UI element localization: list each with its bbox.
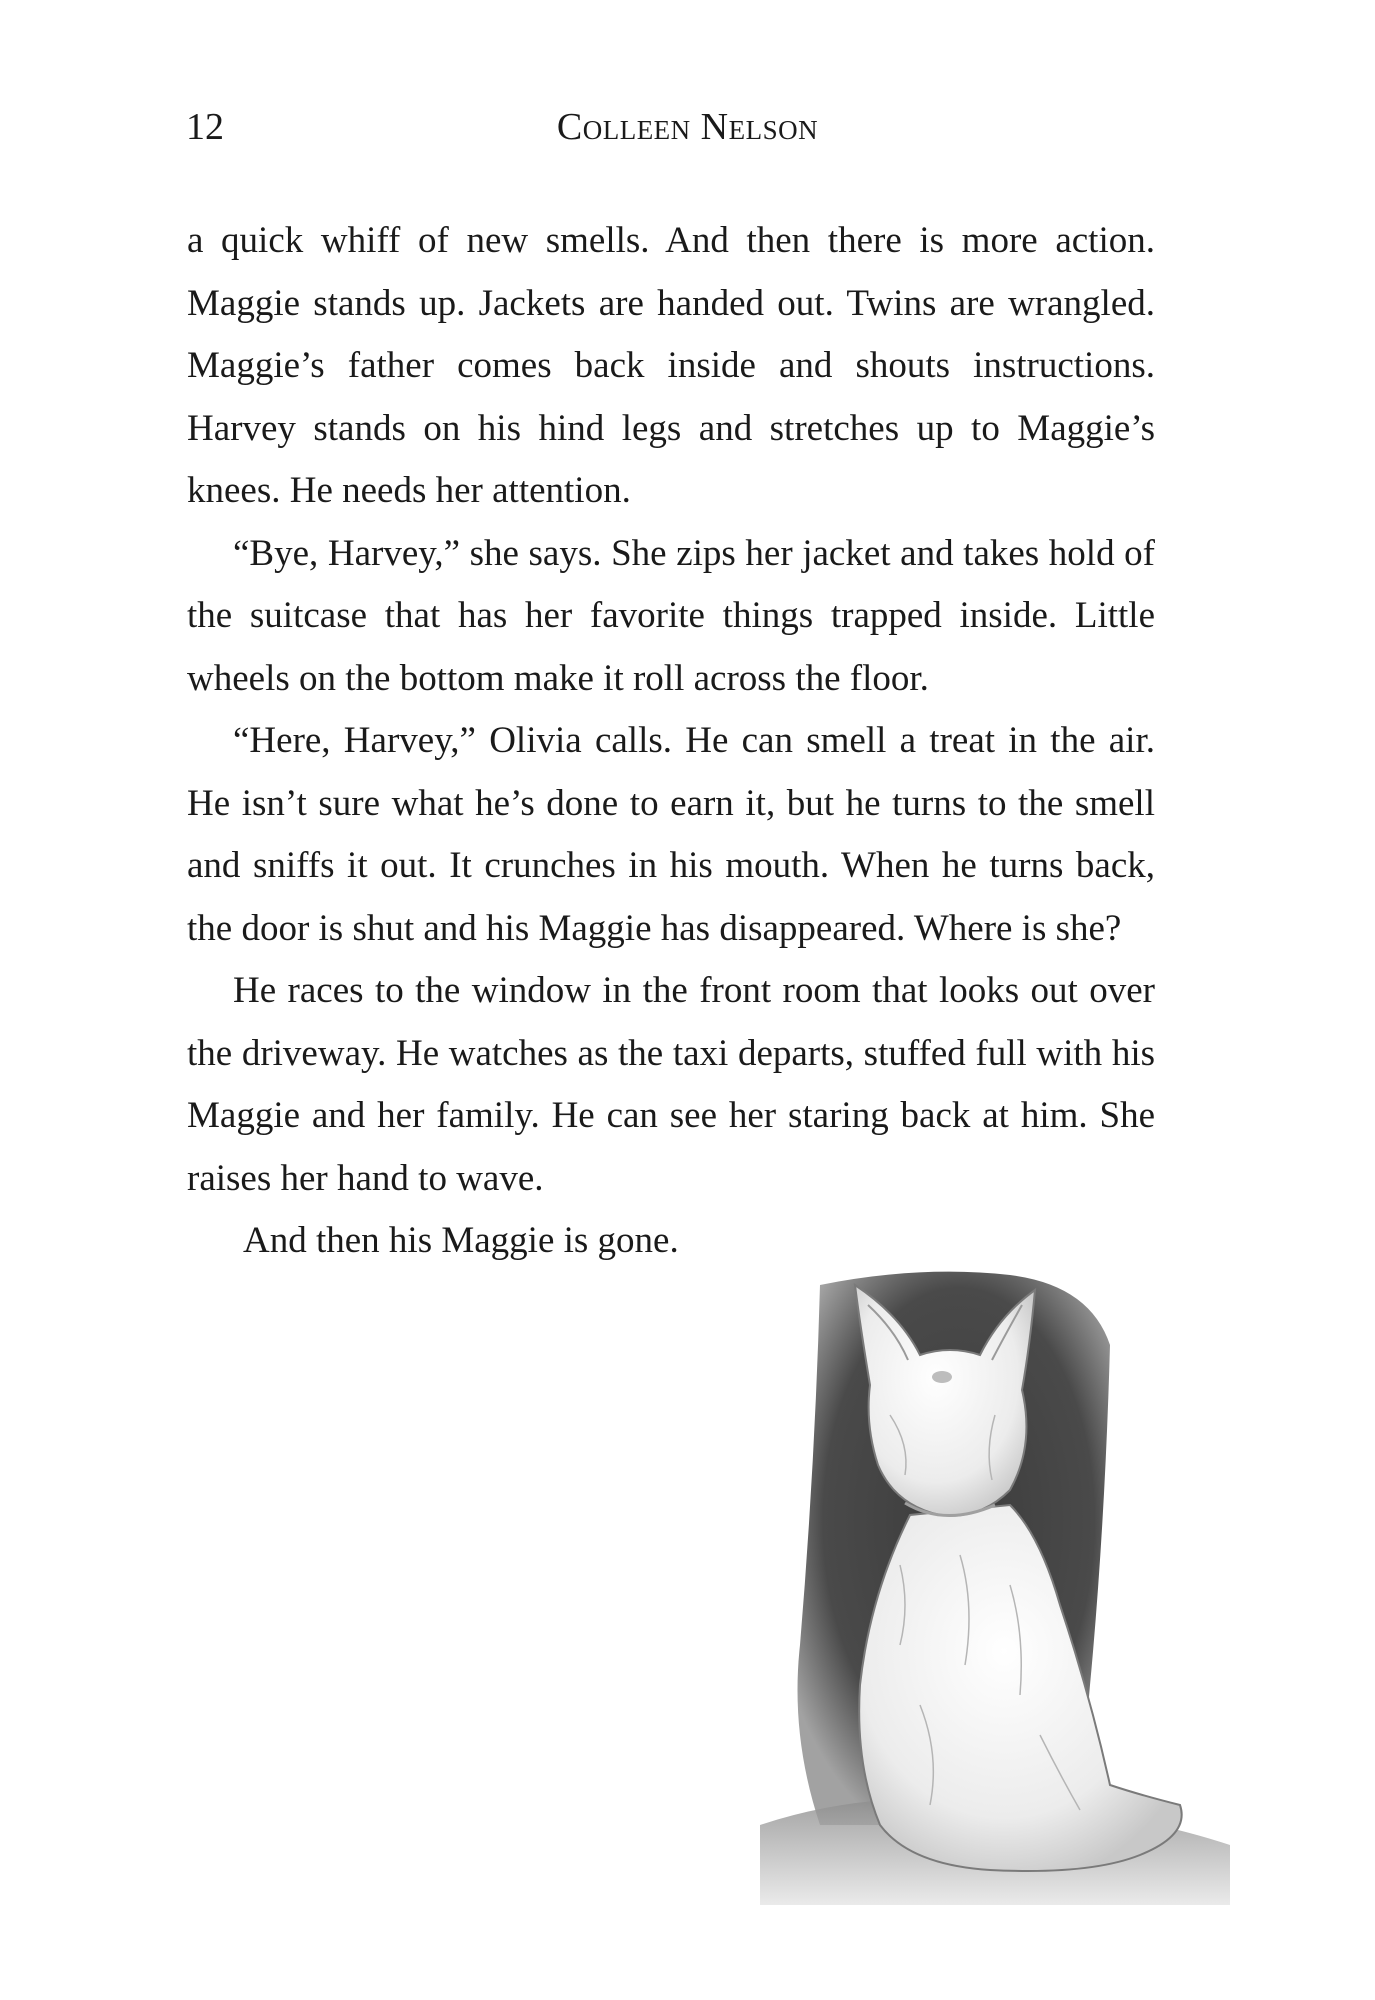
paragraph-2: “Bye, Harvey,” she says. She zips her jacket and takes hold of the suitcase that has her favorite things trapped inside. Little wheels on the bottom make it roll across the floor. (187, 532, 1155, 699)
dog-nose (932, 1371, 952, 1383)
paragraph-1: a quick whiff of new smells. And then there is more action. Maggie stands up. Jackets are handed out. Twins are wrangled. Maggie’s father comes back inside and shouts instructions. Harvey stands on his hind legs and stretches up to Maggie’s knees. He needs her attention. (187, 220, 1155, 511)
paragraph-4: He races to the window in the front room that looks out over the driveway. He watches as the taxi departs, stuffed full with his Maggie and her family. He can see her staring back at him. She raises her hand to wave. (187, 970, 1155, 1199)
page-number: 12 (186, 106, 224, 148)
dog-looking-up-icon (760, 1265, 1240, 1905)
paragraph-3: “Here, Harvey,” Olivia calls. He can smell a treat in the air. He isn’t sure what he’s done to earn it, but he turns to the smell and sniffs it out. It crunches in his mouth. When he turns back, the door is shut and his Maggie has disappeared. Where is she? (187, 720, 1155, 949)
running-head: Colleen Nelson (556, 106, 819, 148)
body-text (187, 210, 1155, 1273)
paragraph-5: And then his Maggie is gone. (243, 1220, 679, 1261)
